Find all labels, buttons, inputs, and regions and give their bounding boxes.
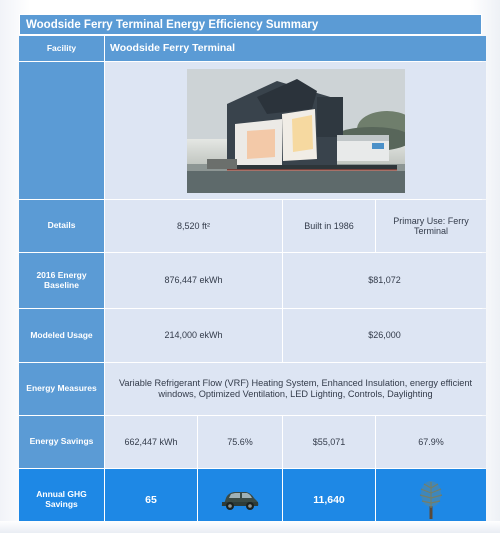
savings-label: Energy Savings: [19, 416, 104, 468]
savings-cost-pct: 67.9%: [376, 416, 486, 468]
car-icon: [220, 487, 260, 513]
baseline-label: 2016 Energy Baseline: [19, 253, 104, 308]
summary-table: [19, 36, 482, 524]
details-built: Built in 1986: [283, 200, 375, 252]
facility-label: Facility: [19, 36, 104, 61]
details-area: 8,520 ft²: [105, 200, 282, 252]
measures-text: Variable Refrigerant Flow (VRF) Heating System, Enhanced Insulation, energy efficient windows, Optimized Ventilation, LED Lighting, Controls, Daylighting: [105, 363, 486, 415]
photo-label-cell: [19, 62, 104, 199]
savings-kwh: 662,447 kWh: [105, 416, 197, 468]
baseline-cost: $81,072: [283, 253, 486, 308]
details-label: Details: [19, 200, 104, 252]
modeled-cost: $26,000: [283, 309, 486, 362]
photo-cell: [105, 62, 486, 199]
ghg-cars-value: 65: [105, 469, 197, 531]
facility-name: Woodside Ferry Terminal: [105, 36, 486, 61]
ghg-label: Annual GHG Savings: [19, 469, 104, 531]
modeled-label: Modeled Usage: [19, 309, 104, 362]
savings-cost: $55,071: [283, 416, 375, 468]
details-use: Primary Use: Ferry Terminal: [376, 200, 486, 252]
ghg-car-cell: [198, 469, 282, 531]
measures-label: Energy Measures: [19, 363, 104, 415]
savings-kwh-pct: 75.6%: [198, 416, 282, 468]
baseline-energy: 876,447 ekWh: [105, 253, 282, 308]
tree-icon: [417, 480, 445, 520]
ghg-tree-cell: [376, 469, 486, 531]
ghg-trees-value: 11,640: [283, 469, 375, 531]
page-title: Woodside Ferry Terminal Energy Efficiency Summary: [19, 14, 482, 35]
modeled-energy: 214,000 ekWh: [105, 309, 282, 362]
terminal-photo: [187, 69, 405, 193]
